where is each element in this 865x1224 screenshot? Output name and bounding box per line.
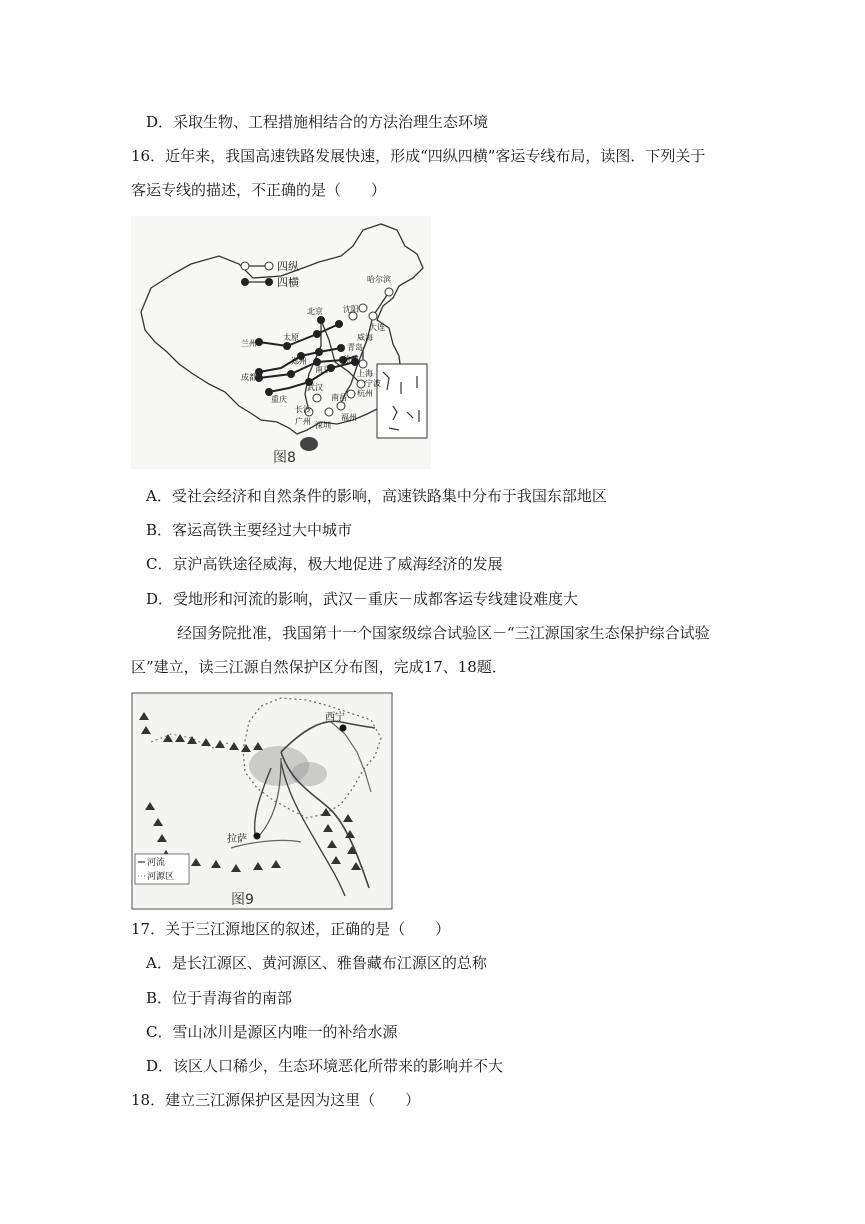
city-label: 青岛 <box>347 343 363 352</box>
city-label: 大连 <box>369 323 385 332</box>
city-xining: 西宁 <box>325 712 345 723</box>
q15-option-d: D．采取生物、工程措施相结合的方法治理生态环境 <box>146 113 489 131</box>
city-label: 徐州 <box>343 355 359 364</box>
q16-option-d: D．受地形和河流的影响，武汉－重庆－成都客运专线建设难度大 <box>146 590 579 608</box>
q16-option-c: C．京沪高铁途径威海，极大地促进了威海经济的发展 <box>146 555 503 573</box>
q18-stem: 18．建立三江源保护区是因为这里（ ） <box>131 1091 421 1109</box>
figure-9-caption: 图9 <box>231 892 254 908</box>
q16-option-a: A．受社会经济和自然条件的影响，高速铁路集中分布于我国东部地区 <box>146 487 607 505</box>
q16-option-b: B．客运高铁主要经过大中城市 <box>146 521 353 539</box>
city-label: 太原 <box>283 333 299 342</box>
city-label: 兰州 <box>241 339 257 348</box>
city-label: 郑州 <box>291 357 307 366</box>
city-label: 上海 <box>357 369 373 378</box>
city-label: 宁波 <box>365 379 381 388</box>
city-label: 杭州 <box>357 389 373 398</box>
q17-option-a: A．是长江源区、黄河源区、雅鲁藏布江源区的总称 <box>146 954 487 972</box>
city-label: 广州 <box>295 417 311 426</box>
city-label: 南昌 <box>331 393 347 402</box>
city-label: 威海 <box>357 333 373 342</box>
city-label: 武汉 <box>307 383 323 392</box>
figure-9-sanjiangyuan-map <box>131 692 393 910</box>
q17-option-c: C．雪山冰川是源区内唯一的补给水源 <box>146 1023 398 1041</box>
legend-east-west-marker <box>241 278 249 286</box>
city-label: 成都 <box>241 373 257 382</box>
figure-8-caption: 图8 <box>273 450 296 466</box>
south-china-sea-inset <box>377 364 427 438</box>
q16-stem-line1: 16．近年来，我国高速铁路发展快速，形成“四纵四横”客运专线布局，读图．下列关于 <box>131 147 706 165</box>
q17-option-d: D．该区人口稀少，生态环境恶化所带来的影响并不大 <box>146 1057 504 1075</box>
legend-north-south-label: 四纵 <box>277 260 299 273</box>
city-label: 沈阳 <box>343 305 359 314</box>
passage-line1: 经国务院批准，我国第十一个国家级综合试验区－“三江源国家生态保护综合试验 <box>177 624 710 642</box>
legend-north-south-marker <box>241 262 249 270</box>
city-label: 哈尔滨 <box>367 275 391 284</box>
passage-line2: 区”建立，读三江源自然保护区分布图，完成17、18题． <box>131 658 507 676</box>
city-label: 重庆 <box>271 395 287 404</box>
figure-8-rail-map <box>131 216 431 469</box>
legend-east-west-label: 四横 <box>277 276 299 289</box>
hainan-island <box>300 437 318 451</box>
legend-source-area: 河源区 <box>147 872 175 882</box>
city-lhasa: 拉萨 <box>227 834 247 845</box>
q17-stem: 17．关于三江源地区的叙述，正确的是（ ） <box>131 920 451 938</box>
q16-stem-line2: 客运专线的描述，不正确的是（ ） <box>131 181 387 199</box>
city-label: 深圳 <box>315 421 331 430</box>
city-label: 南京 <box>315 365 331 374</box>
city-label: 福州 <box>341 413 357 422</box>
city-label: 北京 <box>307 307 323 316</box>
legend-river: 河流 <box>147 858 166 868</box>
city-label: 长沙 <box>295 405 311 414</box>
q17-option-b: B．位于青海省的南部 <box>146 989 293 1007</box>
